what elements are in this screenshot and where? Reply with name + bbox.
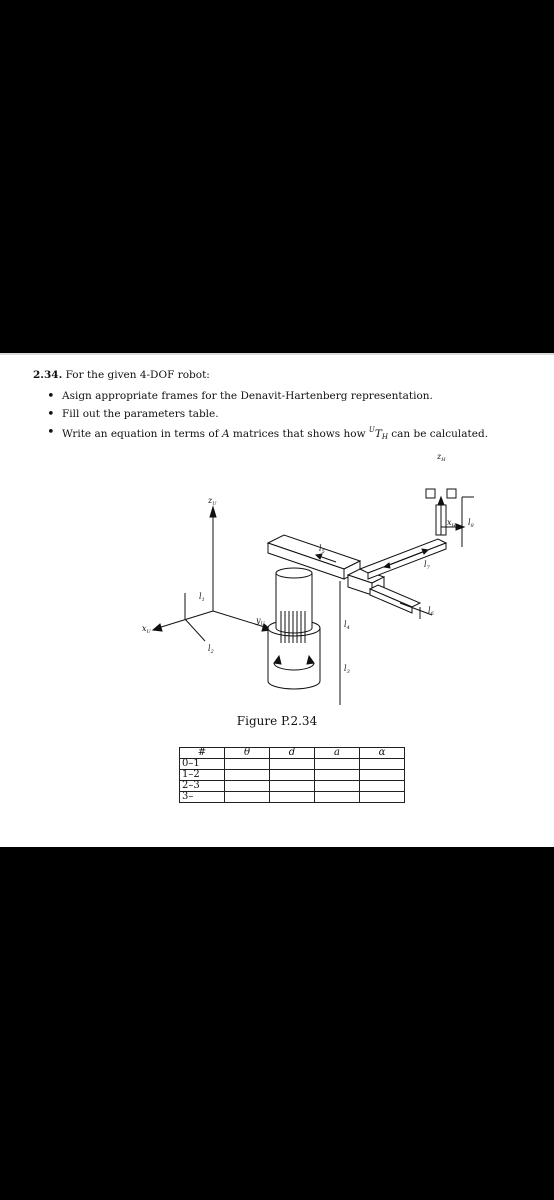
table-cell[interactable] bbox=[270, 759, 315, 770]
table-cell[interactable] bbox=[225, 759, 270, 770]
reach-arm-top bbox=[360, 539, 446, 573]
col-header: a bbox=[315, 748, 360, 759]
table-cell[interactable] bbox=[225, 781, 270, 792]
yU-label: $y_U$ bbox=[256, 616, 265, 627]
task-list bbox=[62, 390, 488, 444]
page-top-edge bbox=[0, 353, 554, 355]
xH-label: $x_H$ bbox=[447, 518, 456, 529]
col-header: # bbox=[180, 748, 225, 759]
l5-label: $l_5$ bbox=[319, 544, 325, 555]
col-header: d bbox=[270, 748, 315, 759]
gripper-finger-right bbox=[447, 489, 456, 498]
figure-caption: Figure P.2.34 bbox=[236, 714, 318, 728]
l8-label: $l_8$ bbox=[468, 518, 474, 529]
l1-label: $l_1$ bbox=[199, 592, 205, 603]
task-item: • Write an equation in terms of A matrices that shows how $^UT_H$ can be calculated. bbox=[62, 426, 488, 444]
row-label: 2–3 bbox=[180, 781, 225, 792]
table-row bbox=[180, 770, 405, 781]
table-cell[interactable] bbox=[270, 781, 315, 792]
table-row bbox=[180, 759, 405, 770]
table-cell[interactable] bbox=[315, 759, 360, 770]
table-cell[interactable] bbox=[360, 781, 405, 792]
problem-intro: For the given 4-DOF robot: bbox=[65, 369, 210, 381]
col-header: θ bbox=[225, 748, 270, 759]
row-label: 1–2 bbox=[180, 770, 225, 781]
l4-label: $l_4$ bbox=[344, 620, 350, 631]
table-cell[interactable] bbox=[225, 770, 270, 781]
table-cell[interactable] bbox=[315, 770, 360, 781]
col-header: α bbox=[360, 748, 405, 759]
xH-arrowhead bbox=[456, 524, 464, 530]
table-row bbox=[180, 792, 405, 803]
problem-header bbox=[33, 369, 210, 381]
l3-label: $l_3$ bbox=[344, 664, 350, 675]
row-label: 0–1 bbox=[180, 759, 225, 770]
dh-parameters-table bbox=[179, 747, 405, 803]
zU-label: $z_U$ bbox=[208, 496, 217, 507]
table-cell[interactable] bbox=[270, 770, 315, 781]
zH-label: $z_H$ bbox=[437, 452, 446, 463]
gripper-finger-left bbox=[426, 489, 435, 498]
xU-label: $x_U$ bbox=[142, 624, 151, 635]
table-cell[interactable] bbox=[315, 781, 360, 792]
table-cell[interactable] bbox=[360, 792, 405, 803]
l2-label: $l_2$ bbox=[208, 644, 214, 655]
table-cell[interactable] bbox=[360, 759, 405, 770]
column-top bbox=[276, 568, 312, 578]
task-item: • Fill out the parameters table. bbox=[62, 408, 488, 426]
l7-label: $l_7$ bbox=[424, 560, 430, 571]
l2-dim-line bbox=[185, 619, 205, 641]
problem-number: 2.34. bbox=[33, 369, 63, 381]
table-header-row bbox=[180, 748, 405, 759]
table-cell[interactable] bbox=[360, 770, 405, 781]
task-item: • Asign appropriate frames for the Denavit-Hartenberg representation. bbox=[62, 390, 488, 408]
zH-arrowhead bbox=[438, 497, 444, 505]
zU-arrowhead bbox=[210, 507, 216, 517]
base-cylinder-body bbox=[268, 628, 320, 689]
robot-figure bbox=[0, 443, 554, 708]
matrix-A: A bbox=[221, 428, 230, 440]
table-row bbox=[180, 781, 405, 792]
table-cell[interactable] bbox=[315, 792, 360, 803]
xU-arrowhead bbox=[153, 624, 162, 631]
table-cell[interactable] bbox=[270, 792, 315, 803]
table-cell[interactable] bbox=[225, 792, 270, 803]
l6-label: $l_6$ bbox=[428, 606, 434, 617]
textbook-page bbox=[0, 353, 554, 847]
row-label: 3– bbox=[180, 792, 225, 803]
